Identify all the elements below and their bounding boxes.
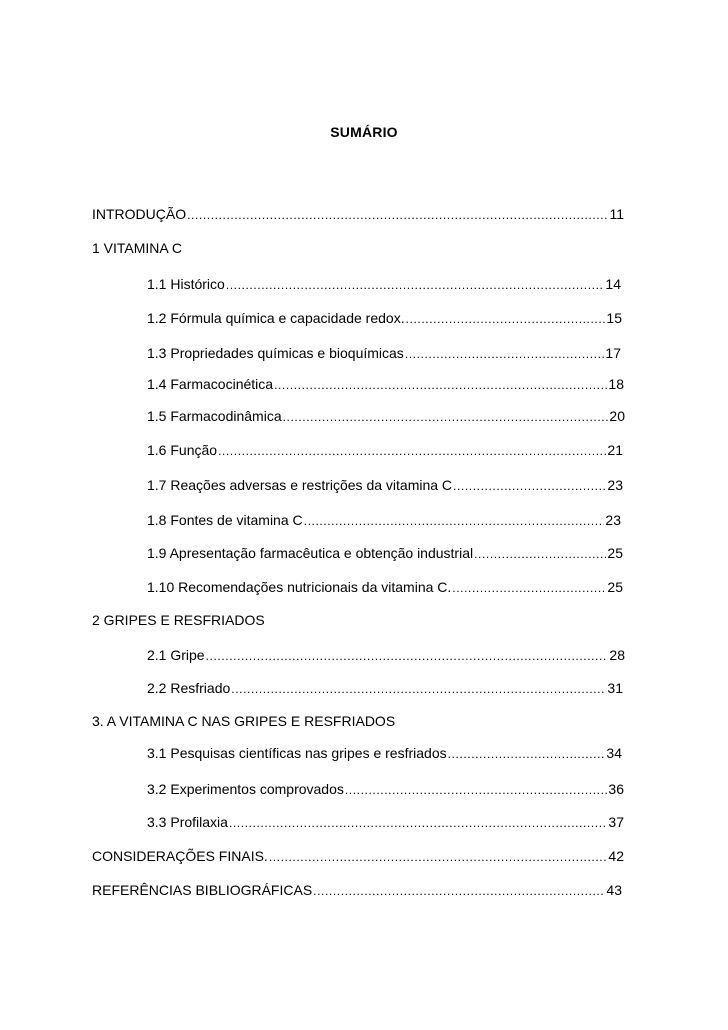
toc-entry[interactable] [147, 308, 622, 328]
dot-leader [187, 205, 608, 224]
toc-entry-page: 20 [609, 408, 625, 424]
toc-entry-label: 1.9 Apresentação farmacêutica e obtenção industrial [147, 545, 474, 561]
toc-entry-label: INTRODUÇÃO [92, 206, 187, 222]
toc-entry-label: 1.2 Fórmula química e capacidade redox. [147, 310, 405, 326]
dot-leader [453, 476, 606, 495]
toc-entry-referencias[interactable] [92, 880, 622, 900]
toc-entry-label: 3.3 Profilaxia [147, 814, 228, 830]
toc-entry[interactable] [147, 440, 623, 460]
toc-entry-consideracoes-finais[interactable] [92, 846, 624, 866]
toc-entry-page: 14 [605, 276, 621, 292]
toc-entry-page: 23 [605, 512, 621, 528]
toc-entry[interactable] [147, 374, 624, 394]
toc-entry-page: 28 [609, 647, 625, 663]
toc-entry-label: 1.5 Farmacodinâmica [147, 408, 282, 424]
page-title: SUMÁRIO [330, 124, 398, 140]
toc-entry-page: 18 [608, 376, 624, 392]
toc-entry[interactable] [147, 343, 621, 363]
toc-entry-page: 43 [606, 882, 622, 898]
dot-leader [452, 578, 606, 597]
dot-leader [229, 813, 607, 832]
toc-entry-page: 11 [609, 206, 624, 222]
dot-leader [283, 407, 609, 426]
toc-entry[interactable] [147, 543, 623, 563]
toc-entry-label: 1.4 Farmacocinética [147, 376, 274, 392]
toc-entry-page: 15 [606, 310, 622, 326]
toc-entry-page: 25 [607, 579, 623, 595]
toc-entry[interactable] [147, 406, 625, 426]
dot-leader [269, 847, 608, 866]
toc-entry[interactable] [147, 510, 621, 530]
toc-entry[interactable] [147, 812, 624, 832]
toc-entry-label: 3.1 Pesquisas científicas nas gripes e resfriados [147, 745, 447, 761]
dot-leader [345, 780, 608, 799]
toc-entry-label: 1.1 Histórico [147, 276, 225, 292]
toc-entry-label: REFERÊNCIAS BIBLIOGRÁFICAS [92, 882, 313, 898]
dot-leader [274, 375, 607, 394]
toc-entry[interactable] [147, 678, 623, 698]
toc-chapter-heading[interactable]: 1 VITAMINA C [92, 240, 182, 256]
dot-leader [448, 744, 606, 763]
toc-entry-page: 23 [607, 477, 623, 493]
toc-entry-label: CONSIDERAÇÕES FINAIS. [92, 848, 268, 864]
toc-entry[interactable] [147, 475, 623, 495]
toc-entry-page: 25 [607, 545, 623, 561]
toc-entry[interactable] [147, 645, 625, 665]
toc-entry[interactable] [147, 779, 624, 799]
toc-entry-label: 1.10 Recomendações nutricionais da vitamina C. [147, 579, 452, 595]
toc-entry-page: 37 [608, 814, 624, 830]
toc-entry-label: 3.2 Experimentos comprovados [147, 781, 344, 797]
dot-leader [313, 881, 605, 900]
toc-entry-page: 36 [608, 781, 624, 797]
dot-leader [405, 344, 605, 363]
dot-leader [206, 646, 609, 665]
dot-leader [304, 511, 605, 530]
toc-entry-page: 17 [605, 345, 621, 361]
toc-entry[interactable] [147, 577, 623, 597]
dot-leader [474, 544, 606, 563]
toc-chapter-heading[interactable]: 3. A VITAMINA C NAS GRIPES E RESFRIADOS [92, 713, 396, 729]
dot-leader [226, 275, 605, 294]
toc-entry-label: 1.3 Propriedades químicas e bioquímicas [147, 345, 404, 361]
toc-entry[interactable] [147, 274, 621, 294]
dot-leader [231, 679, 606, 698]
toc-entry-label: 1.8 Fontes de vitamina C [147, 512, 303, 528]
toc-entry-label: 2.1 Gripe [147, 647, 205, 663]
toc-entry-page: 34 [606, 745, 622, 761]
dot-leader [406, 309, 606, 328]
dot-leader [218, 441, 606, 460]
toc-entry[interactable] [147, 743, 622, 763]
toc-entry-page: 31 [607, 680, 623, 696]
toc-entry-page: 21 [607, 442, 623, 458]
toc-entry-label: 1.7 Reações adversas e restrições da vitamina C [147, 477, 453, 493]
toc-entry-page: 42 [608, 848, 624, 864]
toc-chapter-heading[interactable]: 2 GRIPES E RESFRIADOS [92, 612, 265, 628]
toc-entry-introducao[interactable] [92, 204, 624, 224]
toc-entry-label: 1.6 Função [147, 442, 218, 458]
toc-entry-label: 2.2 Resfriado [147, 680, 231, 696]
